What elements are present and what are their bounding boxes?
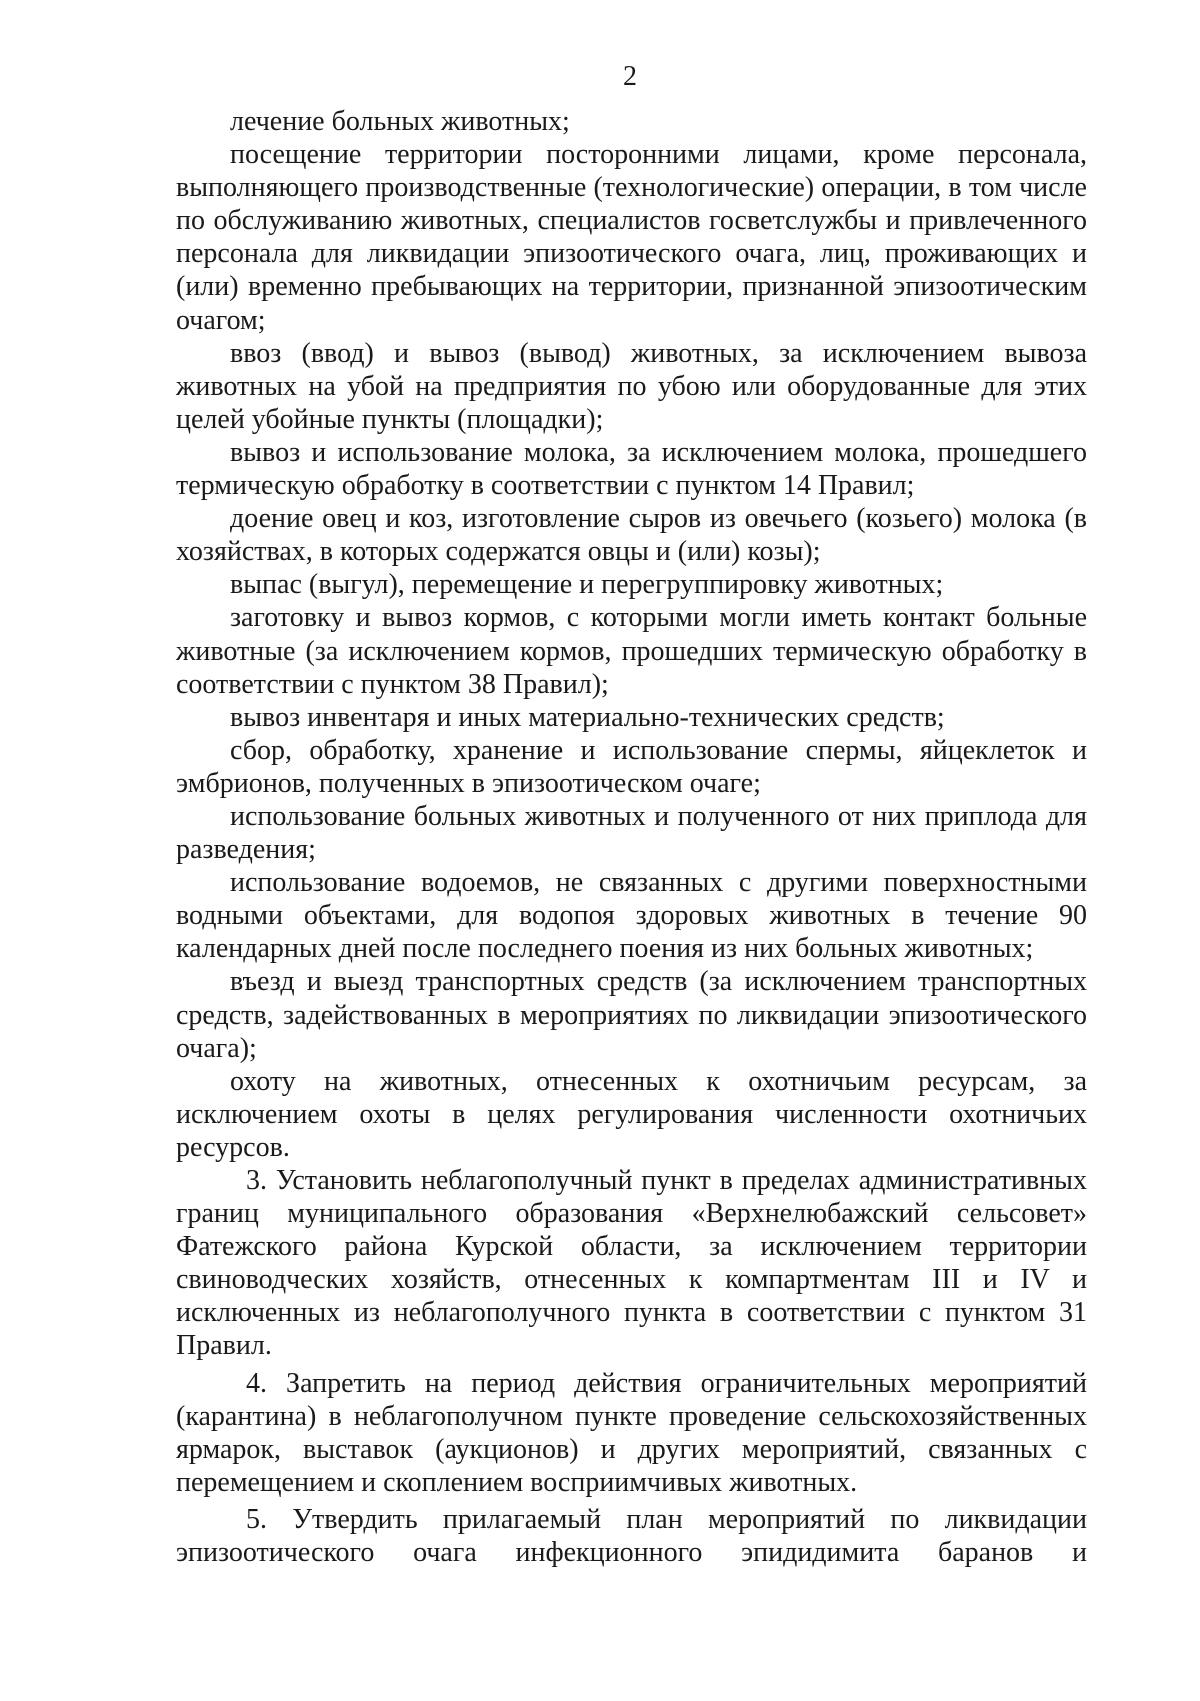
restriction-item-feed: заготовку и вывоз кормов, с которыми могли иметь контакт больные животные (за исключением кормов, прошедших термическую обработку в соответствии с пунктом 38 Правил); — [176, 602, 1087, 700]
restriction-item-milking: доение овец и коз, изготовление сыров из овечьего (козьего) молока (в хозяйствах, в которых содержатся овцы и (или) козы); — [176, 503, 1087, 568]
restriction-item-hunting: охоту на животных, отнесенных к охотничьим ресурсам, за исключением охоты в целях регулирования численности охотничьих ресурсов. — [176, 1065, 1087, 1163]
restriction-item-grazing: выпас (выгул), перемещение и перегруппировку животных; — [230, 569, 944, 601]
clause-5: 5. Утвердить прилагаемый план мероприятий по ликвидации эпизоотического очага инфекционного эпидидимита баранов и — [176, 1503, 1087, 1569]
restriction-item-breeding: использование больных животных и полученного от них приплода для разведения; — [176, 800, 1087, 866]
clause-4: 4. Запретить на период действия ограничительных мероприятий (карантина) в неблагополучном пункте проведение сельскохозяйственных ярмарок, выставок (аукционов) и других мероприятий, связанных с перемещением и скоплением восприимчивых животных. — [176, 1367, 1087, 1498]
document-body — [176, 105, 1087, 1569]
restriction-item-equipment: вывоз инвентаря и иных материально-технических средств; — [230, 701, 945, 733]
restriction-item-water: использование водоемов, не связанных с другими поверхностными водными объектами, для водопоя здоровых животных в течение 90 календарных дней после последнего поения из них больных животных; — [176, 867, 1087, 965]
page-number: 2 — [623, 61, 637, 92]
restriction-item-treatment: лечение больных животных; — [230, 106, 570, 137]
clause-3: 3. Установить неблагополучный пункт в пределах административных границ муниципального образования «Верхнелюбажский сельсовет» Фатежского района Курской области, за исключением территории свиноводческих хозяйств, отнесенных к компартментам III и IV и исключенных из неблагополучного пункта в соответствии с пунктом 31 Правил. — [176, 1165, 1087, 1362]
restriction-item-sperm: сбор, обработку, хранение и использование спермы, яйцеклеток и эмбрионов, полученных в эпизоотическом очаге; — [176, 734, 1087, 799]
restriction-item-animal-transport: ввоз (ввод) и вывоз (вывод) животных, за исключением вывоза животных на убой на предприятия по убою или оборудованные для этих целей убойные пункты (площадки); — [176, 337, 1087, 435]
restriction-item-visits: посещение территории посторонними лицами, кроме персонала, выполняющего производственные (технологические) операции, в том числе по обслуживанию животных, специалистов госветслужбы и привлеченного персонала для ликвидации эпизоотического очага, лиц, проживающих и (или) временно пребывающих на территории, признанной эпизоотическим очагом; — [176, 139, 1087, 336]
restriction-item-vehicles: въезд и выезд транспортных средств (за исключением транспортных средств, задействованных в мероприятиях по ликвидации эпизоотического очага); — [176, 966, 1087, 1064]
restriction-item-milk: вывоз и использование молока, за исключением молока, прошедшего термическую обработку в соответствии с пунктом 14 Правил; — [176, 436, 1087, 502]
